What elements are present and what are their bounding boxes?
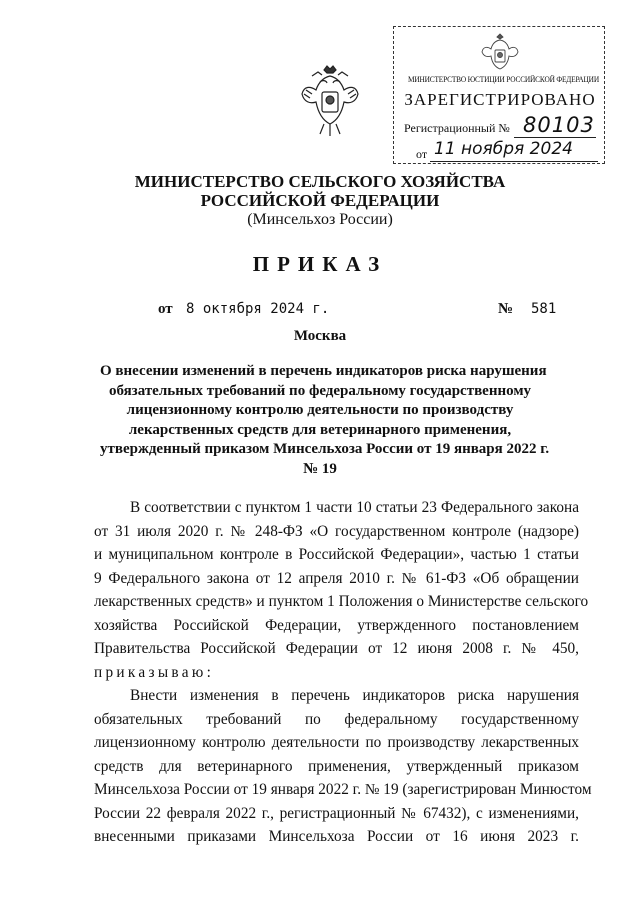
- order-city: Москва: [293, 328, 347, 344]
- registration-stamp: [393, 26, 605, 164]
- document-type: ПРИКАЗ: [252, 252, 388, 276]
- body-line: В соответствии с пунктом 1 части 10 статьи 23 Федерального закона: [130, 499, 579, 516]
- body-line: Правительства Российской Федерации от 12 июня 2008 г. № 450,: [94, 640, 579, 657]
- stamp-date-label: от: [416, 147, 428, 161]
- title-line: обязательных требований по федеральному государственному: [108, 382, 532, 399]
- body-line-order-verb: приказываю:: [94, 663, 215, 681]
- stamp-registration-underline: [514, 137, 596, 138]
- body-line: средств для ветеринарного применения, утвержденный приказом: [94, 757, 579, 775]
- stamp-date-underline: [430, 161, 598, 162]
- body-line: хозяйства Российской Федерации, утвержденного постановлением: [94, 616, 579, 634]
- body-line: лекарственных средств» и пунктом 1 Положения о Министерстве сельского: [94, 593, 589, 610]
- stamp-registration-number: 80103: [523, 113, 595, 137]
- title-line: лицензионному контролю деятельности по производству: [126, 402, 514, 418]
- body-line: Внести изменения в перечень индикаторов риска нарушения: [130, 687, 579, 704]
- body-line: внесенными приказами Минсельхоза России от 16 июня 2023 г.: [94, 828, 579, 845]
- body-line: и муниципальном контроле в Российской Федерации», частью 1 статьи: [94, 546, 579, 563]
- body-line: лицензионному контролю деятельности по производству лекарственных: [94, 734, 579, 751]
- stamp-registered-label: ЗАРЕГИСТРИРОВАНО: [404, 90, 596, 109]
- order-number-sign: №: [498, 301, 514, 317]
- order-date: 8 октября 2024 г.: [186, 301, 330, 317]
- body-line: обязательных требований по федеральному государственному: [94, 710, 579, 728]
- body-line: Минсельхоза России от 19 января 2022 г. № 19 (зарегистрирован Минюстом: [94, 781, 592, 798]
- order-number: 581: [531, 301, 557, 317]
- ministry-name-line1: МИНИСТЕРСТВО СЕЛЬСКОГО ХОЗЯЙСТВА: [134, 172, 506, 191]
- body-line: 9 Федерального закона от 12 апреля 2010 г. № 61-ФЗ «Об обращении: [94, 569, 579, 587]
- order-date-prefix: от: [158, 301, 173, 317]
- ministry-name-line2: РОССИЙСКОЙ ФЕДЕРАЦИИ: [200, 191, 440, 210]
- stamp-registration-label: Регистрационный №: [404, 121, 510, 135]
- stamp-date-value: 11 ноября 2024: [434, 139, 573, 159]
- stamp-coat-of-arms-icon: [480, 33, 520, 73]
- title-line: О внесении изменений в перечень индикаторов риска нарушения: [100, 363, 547, 379]
- stamp-ministry-name: МИНИСТЕРСТВО ЮСТИЦИИ РОССИЙСКОЙ ФЕДЕРАЦИИ: [408, 75, 599, 84]
- body-line: России 22 февраля 2022 г., регистрационный № 67432), с изменениями,: [94, 804, 579, 822]
- body-line: от 31 июля 2020 г. № 248-ФЗ «О государственном контроле (надзоре): [94, 522, 579, 540]
- title-line: лекарственных средств для ветеринарного применения,: [128, 421, 512, 438]
- order-body: [94, 496, 592, 849]
- title-line: № 19: [303, 460, 337, 477]
- order-title: [100, 362, 550, 479]
- ministry-short-name: (Минсельхоз России): [247, 211, 393, 228]
- coat-of-arms-icon: [300, 64, 360, 142]
- title-line: утвержденный приказом Минсельхоза России от 19 января 2022 г.: [100, 441, 550, 457]
